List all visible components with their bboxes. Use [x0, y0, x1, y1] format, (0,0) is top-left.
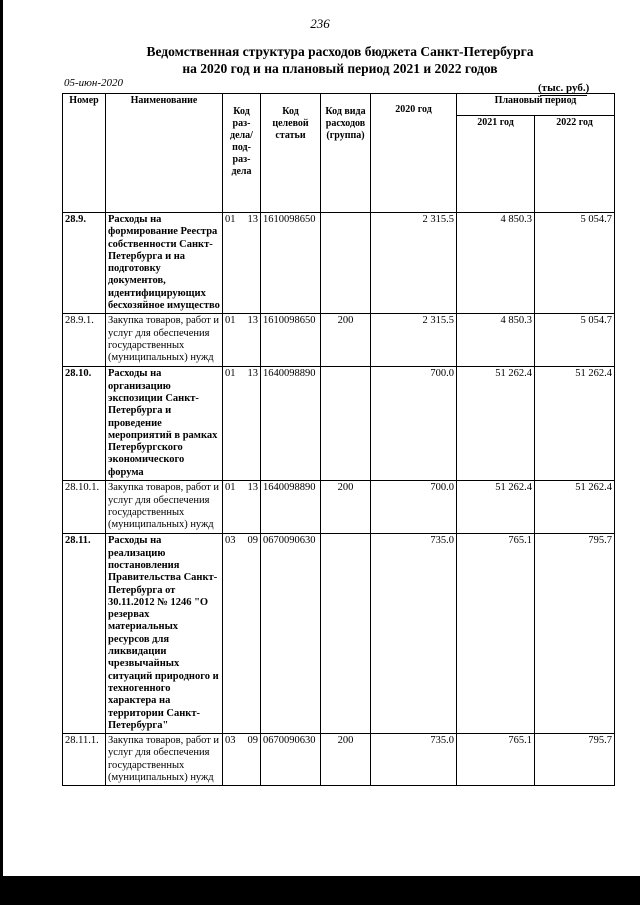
header-name: Наименование — [106, 94, 223, 213]
row-number: 28.11.1. — [63, 734, 106, 786]
table-row — [63, 314, 615, 367]
title-line-2: на 2020 год и на плановый период 2021 и 2022 годов — [182, 61, 498, 76]
header-2021: 2021 год — [457, 116, 535, 213]
row-subsection-code: 09 — [247, 535, 258, 547]
row-number: 28.9. — [63, 213, 106, 314]
table-row — [63, 734, 615, 786]
row-name: Закупка товаров, работ и услуг для обеспечения государственных (муниципальных) нужд — [106, 481, 223, 534]
row-section-code: 03 — [225, 735, 236, 747]
row-subsection-code: 13 — [247, 214, 258, 225]
row-section-code: 01 — [225, 214, 236, 225]
header-number: Номер — [63, 94, 106, 213]
row-value-2021: 4 850.3 — [457, 213, 535, 314]
row-value-2022: 5 054.7 — [535, 314, 615, 367]
row-name: Закупка товаров, работ и услуг для обеспечения государственных (муниципальных) нужд — [106, 734, 223, 786]
row-value-2020: 700.0 — [371, 367, 457, 481]
document-date: 05-июн-2020 — [64, 77, 124, 89]
row-section-code: 03 — [225, 535, 236, 547]
row-subsection-code: 13 — [247, 315, 258, 327]
row-kind: 200 — [321, 314, 371, 367]
header-2022: 2022 год — [535, 116, 615, 213]
row-kind: 200 — [321, 481, 371, 534]
row-name: Расходы на организацию экспозиции Санкт-Петербурга и проведение мероприятий в рамках Петербургского экономического форума — [106, 367, 223, 481]
row-subsection-code: 13 — [247, 482, 258, 494]
row-value-2022: 5 054.7 — [535, 213, 615, 314]
row-subsection-code: 13 — [247, 368, 258, 380]
row-value-2022: 51 262.4 — [535, 367, 615, 481]
row-section — [223, 314, 261, 367]
row-kind — [321, 534, 371, 734]
row-kind — [321, 213, 371, 314]
table-row — [63, 367, 615, 481]
row-section — [223, 734, 261, 786]
document-title — [0, 43, 640, 77]
row-value-2021: 765.1 — [457, 734, 535, 786]
page-number: 236 — [310, 16, 330, 31]
header-target: Код целевой статьи — [261, 94, 321, 213]
row-section — [223, 367, 261, 481]
row-target: 0670090630 — [261, 734, 321, 786]
row-value-2020: 2 315.5 — [371, 314, 457, 367]
row-value-2020: 700.0 — [371, 481, 457, 534]
row-section — [223, 213, 261, 314]
row-target: 1610098650 — [261, 314, 321, 367]
title-line-1: Ведомственная структура расходов бюджета Санкт-Петербурга — [146, 44, 534, 59]
header-planned: Плановый период — [457, 94, 615, 116]
expenditure-table — [62, 93, 615, 786]
header-kind: Код вида расходов (группа) — [321, 94, 371, 213]
row-name: Расходы на реализацию постановления Правительства Санкт-Петербурга от 30.11.2012 № 1246 "О резервах материальных ресурсов для ликвидации чрезвычайных ситуаций природного и техногенного характера на территории Санкт-Петербурга" — [106, 534, 223, 734]
scan-left-edge — [0, 0, 3, 905]
table-row — [63, 481, 615, 534]
row-section — [223, 481, 261, 534]
header-2020: 2020 год — [371, 94, 457, 213]
row-number: 28.10.1. — [63, 481, 106, 534]
row-value-2021: 765.1 — [457, 534, 535, 734]
table-row — [63, 534, 615, 734]
row-target: 1640098890 — [261, 367, 321, 481]
row-section-code: 01 — [225, 315, 236, 327]
row-value-2020: 735.0 — [371, 534, 457, 734]
row-kind — [321, 367, 371, 481]
row-value-2021: 51 262.4 — [457, 481, 535, 534]
row-kind: 200 — [321, 734, 371, 786]
row-target: 1640098890 — [261, 481, 321, 534]
row-target: 0670090630 — [261, 534, 321, 734]
row-section-code: 01 — [225, 482, 236, 494]
header-section: Код раз-дела/ под-раз-дела — [223, 94, 261, 213]
row-value-2022: 795.7 — [535, 734, 615, 786]
row-name: Расходы на формирование Реестра собственности Санкт-Петербурга и на подготовку документов, идентифицирующих бесхозяйное имущество — [106, 213, 223, 314]
row-section — [223, 534, 261, 734]
units-label: (тыс. руб.) — [538, 82, 590, 94]
row-value-2021: 4 850.3 — [457, 314, 535, 367]
row-number: 28.11. — [63, 534, 106, 734]
row-subsection-code: 09 — [247, 735, 258, 747]
table-row — [63, 213, 615, 314]
row-value-2020: 735.0 — [371, 734, 457, 786]
scan-bottom-edge — [0, 876, 640, 905]
row-value-2021: 51 262.4 — [457, 367, 535, 481]
header-row-1 — [63, 94, 615, 116]
row-value-2020: 2 315.5 — [371, 213, 457, 314]
row-value-2022: 51 262.4 — [535, 481, 615, 534]
row-target: 1610098650 — [261, 213, 321, 314]
row-number: 28.10. — [63, 367, 106, 481]
row-value-2022: 795.7 — [535, 534, 615, 734]
row-number: 28.9.1. — [63, 314, 106, 367]
row-name: Закупка товаров, работ и услуг для обеспечения государственных (муниципальных) нужд — [106, 314, 223, 367]
row-section-code: 01 — [225, 368, 236, 380]
